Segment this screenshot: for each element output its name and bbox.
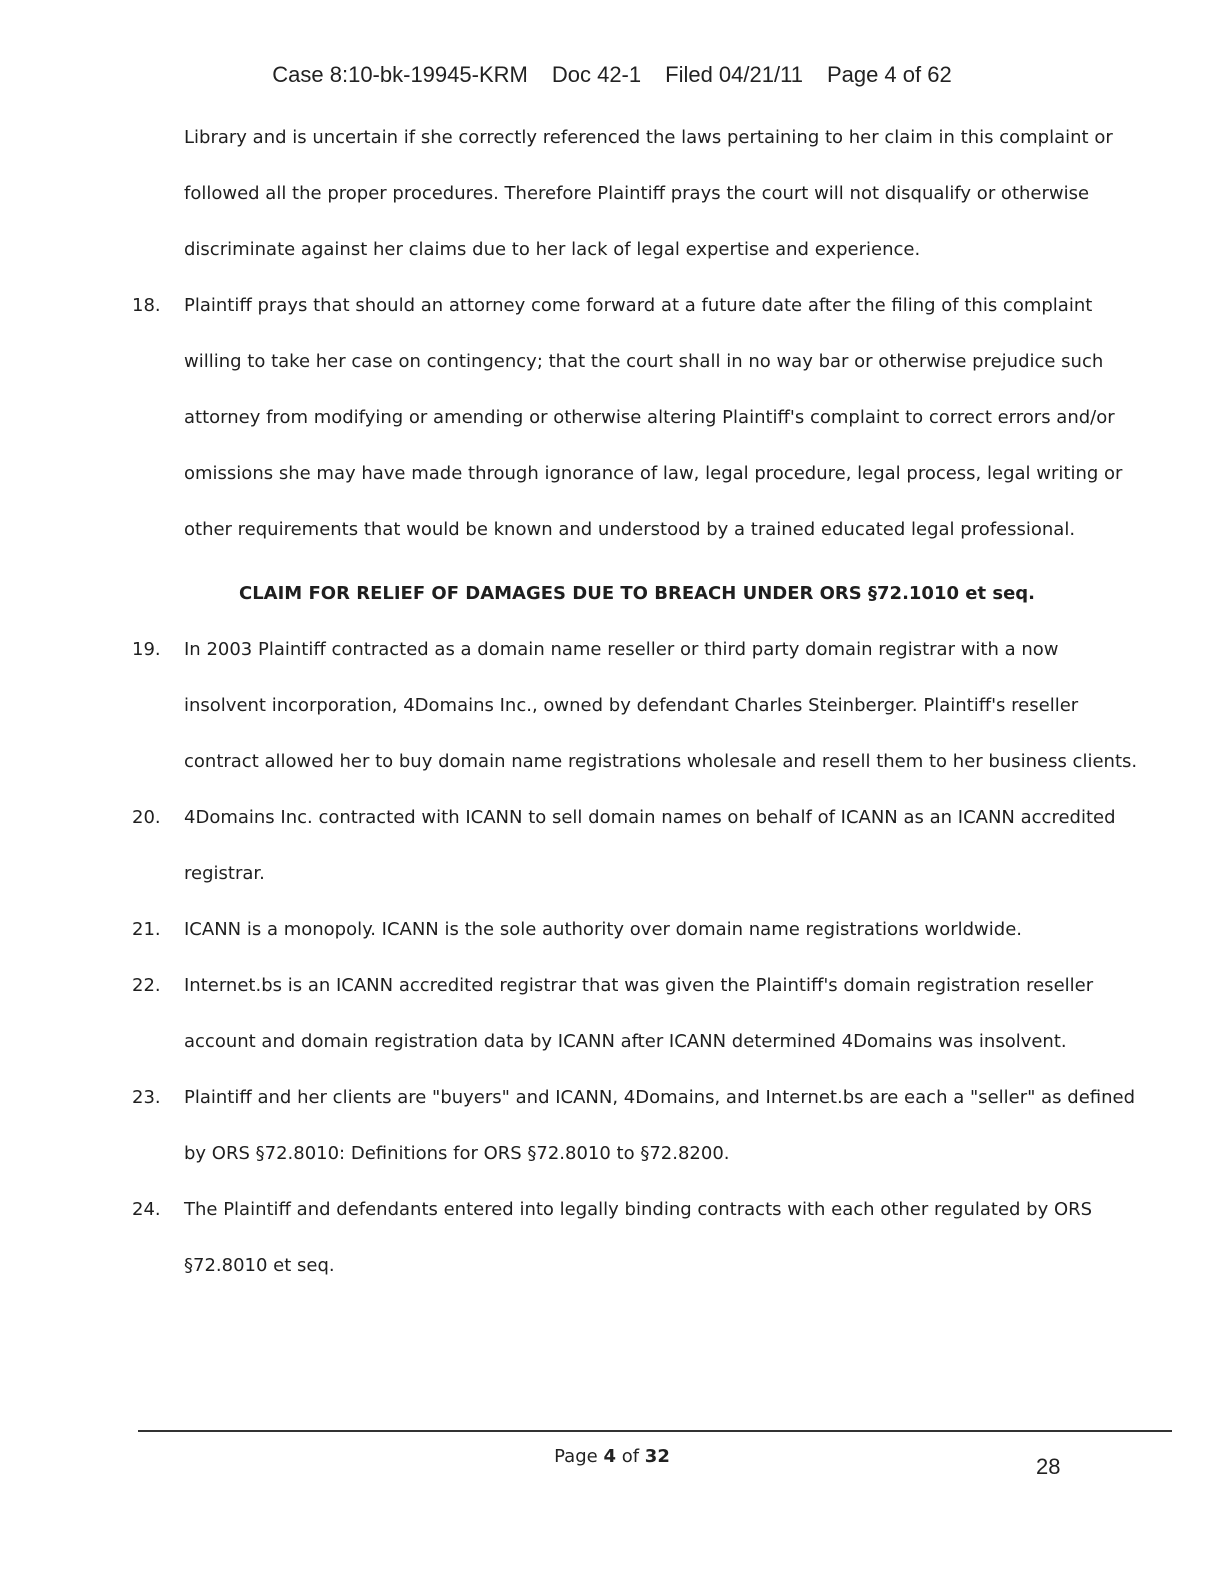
paragraph-number: 19. [132,639,161,660]
paragraph-text: Plaintiff prays that should an attorney come forward at a future date after the filing of this complaint willing to take her case on contingency; that the court shall in no way bar or otherwise prejudice such attorney from modifying or amending or otherwise altering Plaintiff's complaint to correct errors and/or omissions she may have made through ignorance of law, legal procedure, legal process, legal writing or other requirements that would be known and understood by a trained educated legal professional. [184,295,1123,540]
paragraph-number: 24. [132,1199,161,1220]
paragraph-text: The Plaintiff and defendants entered into legally binding contracts with each other regulated by ORS §72.8010 et seq. [184,1199,1093,1276]
case-header [0,62,1224,88]
paragraph-18 [132,278,1142,558]
paragraph-text: In 2003 Plaintiff contracted as a domain name reseller or third party domain registrar with a now insolvent incorporation, 4Domains Inc., owned by defendant Charles Steinberger. Plaintiff's reseller contract allowed her to buy domain name registrations wholesale and resell them to her business clients. [184,639,1138,772]
footer-of-word: of [621,1446,640,1467]
paragraph-number: 22. [132,975,161,996]
continuation-paragraph [132,110,1142,278]
footer-page-word: Page [554,1446,598,1467]
section-heading: CLAIM FOR RELIEF OF DAMAGES DUE TO BREACH UNDER ORS §72.1010 et seq. [239,583,1035,604]
footer-page-number: 4 [603,1446,616,1467]
paragraph-24 [132,1182,1142,1294]
document-body [132,110,1142,1294]
paragraph-number: 21. [132,919,161,940]
paragraph-21 [132,902,1142,958]
paragraph-22 [132,958,1142,1070]
case-number: Case 8:10-bk-19945-KRM [272,62,528,87]
doc-number: Doc 42-1 [551,62,642,87]
paragraph-19 [132,622,1142,790]
footer-divider [138,1430,1172,1432]
footer-page-total: 32 [644,1446,670,1467]
paragraph-text: Plaintiff and her clients are "buyers" and ICANN, 4Domains, and Internet.bs are each a "seller" as defined by ORS §72.8010: Definitions for ORS §72.8010 to §72.8200. [184,1087,1136,1164]
header-page-count: Page 4 of 62 [826,62,952,87]
paragraph-text: 4Domains Inc. contracted with ICANN to sell domain names on behalf of ICANN as an ICANN accredited registrar. [184,807,1116,884]
paragraph-number: 20. [132,807,161,828]
paragraph-number: 23. [132,1087,161,1108]
bates-stamp: 28 [1036,1454,1061,1479]
paragraph-text: Internet.bs is an ICANN accredited registrar that was given the Plaintiff's domain registration reseller account and domain registration data by ICANN after ICANN determined 4Domains was insolvent. [184,975,1094,1052]
paragraph-23 [132,1070,1142,1182]
paragraph-number: 18. [132,295,161,316]
filed-date: Filed 04/21/11 [665,62,803,87]
paragraph-text: ICANN is a monopoly. ICANN is the sole authority over domain name registrations worldwide. [184,919,1022,940]
paragraph-text: Library and is uncertain if she correctly referenced the laws pertaining to her claim in this complaint or followed all the proper procedures. Therefore Plaintiff prays the court will not disqualify or otherwise discriminate against her claims due to her lack of legal expertise and experience. [184,127,1113,260]
paragraph-20 [132,790,1142,902]
